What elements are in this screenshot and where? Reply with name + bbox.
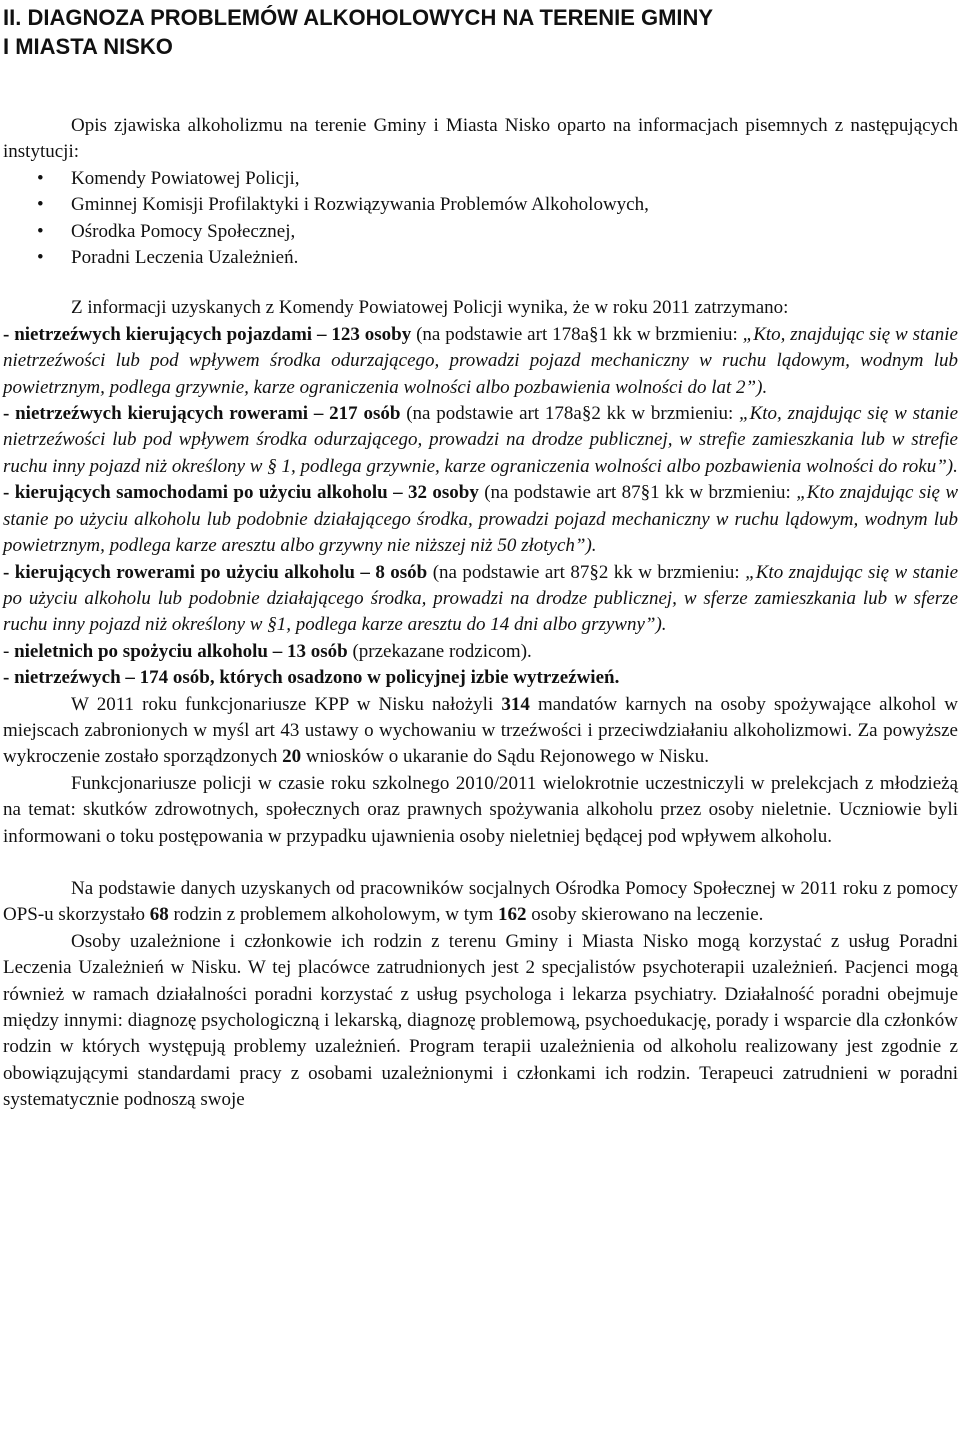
- fines-paragraph: W 2011 roku funkcjonariusze KPP w Nisku nałożyli 314 mandatów karnych na osoby spożywające alkohol w miejscach zabronionych w myśl art 43 ustawy o wychowaniu w trzeźwości i przeciwdziałaniu alkoholizmowi. Za powyższe wykroczenie zostało sporządzonych 20 wniosków o ukaranie do Sądu Rejonowego w Nisku.: [3, 693, 958, 768]
- ops-paragraph: Na podstawie danych uzyskanych od pracowników socjalnych Ośrodka Pomocy Społecznej w 2011 roku z pomocy OPS-u skorzystało 68 rodzin z problemem alkoholowym, w tym 162 osoby skierowano na leczenie.: [3, 877, 958, 926]
- clinic-paragraph: Osoby uzależnione i członkowie ich rodzin z terenu Gminy i Miasta Nisko mogą korzystać z usług Poradni Leczenia Uzależnień w Nisku. W tej placówce zatrudnionych jest 2 specjalistów psychoterapii uzależnień. Pacjenci mogą również w ramach działalności poradni korzystać z usług psychologa i lekarza psychiatry. Działalność poradni obejmuje między innymi: diagnozę psychologiczną i lekarską, diagnozę problemową, psychoedukację, porady i wsparcie dla członków rodzin w których występują problemy uzależnień. Program terapii uzależnienia od alkoholu realizowany jest zgodnie z obowiązującymi standardami pracy z osobami uzależnionymi i członkami ich rodzin. Terapeuci zatrudnieni w poradni systematycznie podnoszą swoje: [3, 930, 958, 1111]
- institutions-list: [3, 166, 958, 272]
- list-item: [3, 219, 958, 245]
- list-item: [3, 192, 958, 218]
- list-item: [3, 245, 958, 271]
- police-item-car-drivers-after-alcohol: - kierujących samochodami po użyciu alkoholu – 32 osoby (na podstawie art 87§1 kk w brzmieniu: „Kto znajdując się w stanie po użyciu alkoholu lub podobnie działającego środka, prowadzi pojazd mechaniczny w ruchu lądowym, wodnym lub powietrznym, podlega karze aresztu albo grzywny nie niższej niż 50 złotych”).: [3, 482, 959, 557]
- police-item-cyclists-after-alcohol: - kierujących rowerami po użyciu alkoholu – 8 osób (na podstawie art 87§2 kk w brzmieniu: „Kto znajdując się w stanie po użyciu alkoholu lub podobnie działającego środka, prowadzi na drodze publicznej, w sferze zamieszkania lub w sferze ruchu inny pojazd niż określony w §1, podlega karze aresztu do 14 dni albo grzywny”).: [3, 561, 959, 636]
- list-item-text: Gminnej Komisji Profilaktyki i Rozwiązywania Problemów Alkoholowych,: [71, 194, 649, 216]
- section-heading-line-1: II. DIAGNOZA PROBLEMÓW ALKOHOLOWYCH NA TERENIE GMINY: [3, 5, 714, 30]
- bullet-icon: •: [37, 194, 44, 216]
- bullet-icon: •: [37, 247, 44, 269]
- police-item-cyclists: - nietrzeźwych kierujących rowerami – 217 osób (na podstawie art 178a§2 kk w brzmieniu: „Kto, znajdując się w stanie nietrzeźwości lub pod wpływem środka odurzającego, prowadzi na drodze publicznej, w strefie zamieszkania lub w strefie ruchu inny pojazd niż określony w § 1, podlega grzywnie, karze ograniczenia wolności albo pozbawienia wolności do roku”).: [3, 403, 959, 477]
- police-item-detained: - nietrzeźwych – 174 osób, których osadzono w policyjnej izbie wytrzeźwień.: [3, 667, 620, 689]
- list-item: [3, 166, 958, 192]
- section-heading: [3, 3, 958, 61]
- prevention-paragraph: Funkcjonariusze policji w czasie roku szkolnego 2010/2011 wielokrotnie uczestniczyli w prelekcjach z młodzieżą na temat: skutków zdrowotnych, społecznych oraz prawnych spożywania alkoholu przez osoby nieletnie. Uczniowie byli informowani o toku postępowania w przypadku ujawnienia osoby nieletniej będącej pod wpływem alkoholu.: [3, 772, 958, 847]
- bullet-icon: •: [37, 167, 44, 189]
- intro-paragraph: Opis zjawiska alkoholizmu na terenie Gminy i Miasta Nisko oparto na informacjach pisemnych z następujących instytucji:: [3, 115, 958, 163]
- list-item-text: Komendy Powiatowej Policji,: [71, 167, 300, 189]
- list-item-text: Poradni Leczenia Uzależnień.: [71, 247, 299, 269]
- list-item-text: Ośrodka Pomocy Społecznej,: [71, 220, 296, 242]
- bullet-icon: •: [37, 220, 44, 242]
- section-heading-line-2: I MIASTA NISKO: [3, 34, 173, 59]
- police-item-minors: - nieletnich po spożyciu alkoholu – 13 osób (przekazane rodzicom).: [3, 640, 532, 662]
- police-item-drivers: - nietrzeźwych kierujących pojazdami – 123 osoby (na podstawie art 178a§1 kk w brzmieniu: „Kto, znajdując się w stanie nietrzeźwości lub pod wpływem środka odurzającego, prowadzi pojazd mechaniczny w ruchu lądowym, wodnym lub powietrznym, podlega grzywnie, karze ograniczenia wolności albo pozbawienia wolności do lat 2”).: [3, 323, 958, 398]
- police-intro-paragraph: Z informacji uzyskanych z Komendy Powiatowej Policji wynika, że w roku 2011 zatrzymano:: [71, 297, 789, 319]
